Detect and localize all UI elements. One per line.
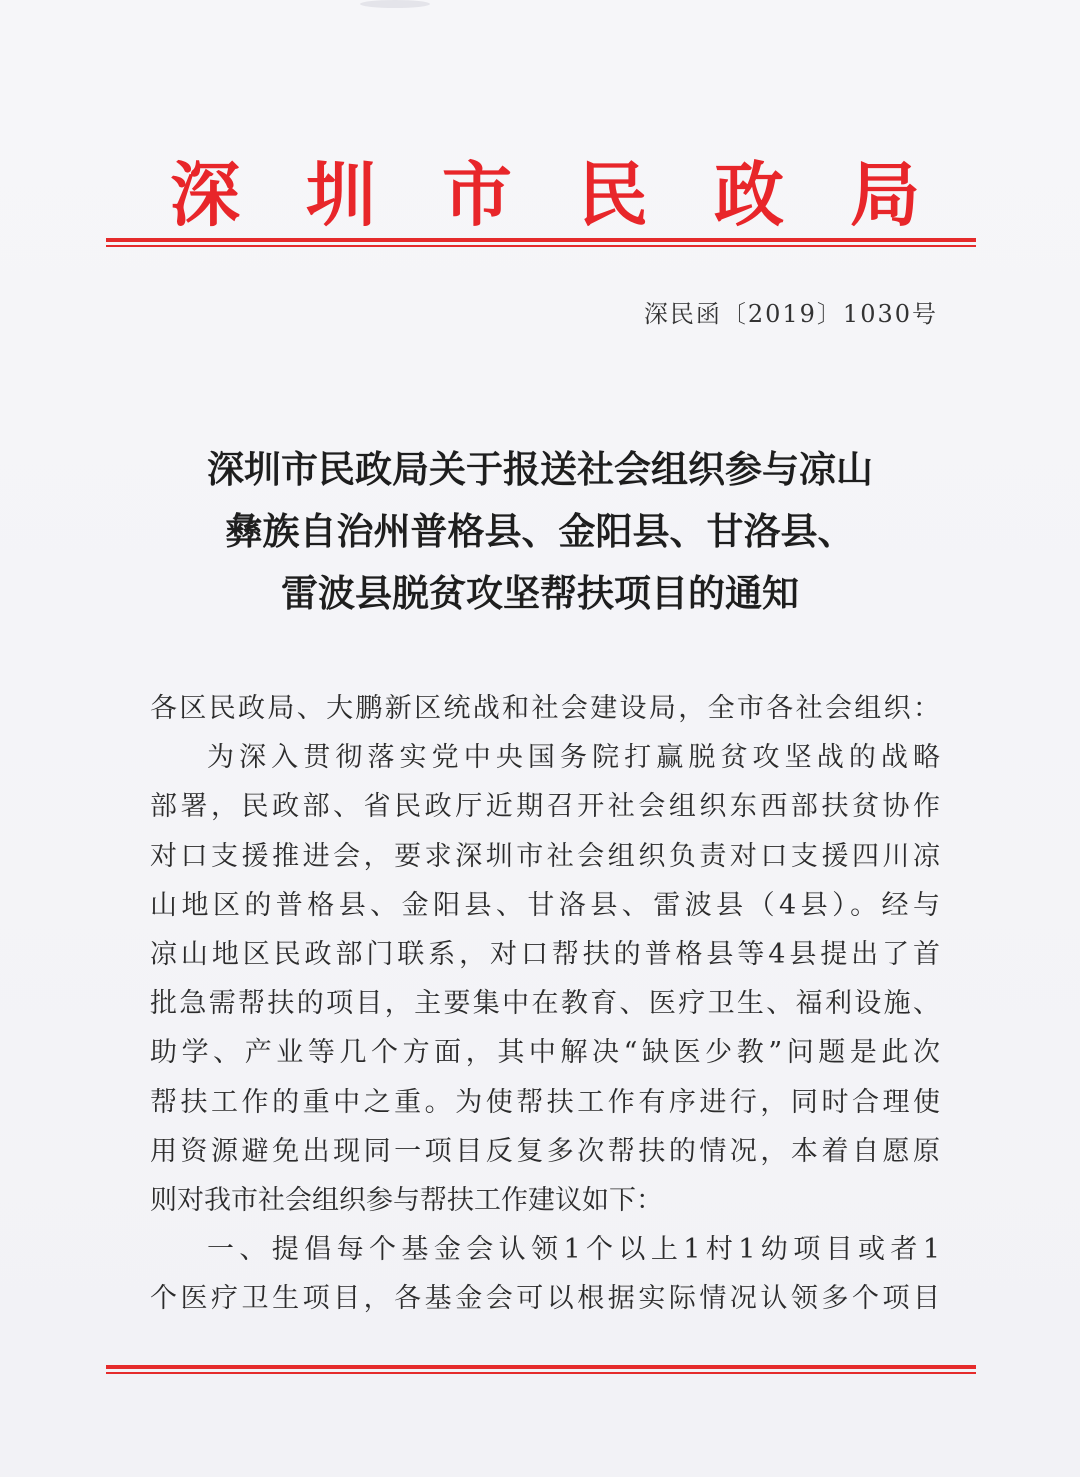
body-line: 个医疗卫生项目，各基金会可以根据实际情况认领多个项目 bbox=[150, 1283, 940, 1315]
letterhead-char: 市 bbox=[442, 153, 512, 236]
letterhead-char: 政 bbox=[714, 153, 784, 236]
agency-letterhead bbox=[170, 150, 920, 240]
header-rule-thick bbox=[106, 238, 976, 242]
header-rule-thin bbox=[106, 245, 976, 247]
body-line: 凉山地区民政部门联系，对口帮扶的普格县等4县提出了首 bbox=[150, 938, 940, 970]
title-line: 彝族自治州普格县、金阳县、甘洛县、 bbox=[225, 509, 855, 553]
body-line: 助学、产业等几个方面，其中解决“缺医少教”问题是此次 bbox=[150, 1037, 940, 1069]
body-line: 则对我市社会组织参与帮扶工作建议如下： bbox=[150, 1184, 663, 1216]
title-line: 雷波县脱贫攻坚帮扶项目的通知 bbox=[281, 571, 799, 615]
scan-smudge bbox=[360, 0, 430, 8]
body-line: 用资源避免出现同一项目反复多次帮扶的情况，本着自愿原 bbox=[150, 1135, 940, 1167]
body-line: 山地区的普格县、金阳县、甘洛县、雷波县（4县）。经与 bbox=[150, 889, 940, 921]
body-line: 为深入贯彻落实党中央国务院打赢脱贫攻坚战的战略 bbox=[207, 742, 940, 774]
document-body bbox=[150, 684, 940, 1323]
body-line: 帮扶工作的重中之重。为使帮扶工作有序进行，同时合理使 bbox=[150, 1086, 940, 1118]
footer-rule-thick bbox=[106, 1365, 976, 1369]
body-line: 一、提倡每个基金会认领1个以上1村1幼项目或者1 bbox=[207, 1234, 940, 1266]
salutation-line: 各区民政局、大鹏新区统战和社会建设局，全市各社会组织： bbox=[150, 693, 940, 724]
letterhead-char: 圳 bbox=[306, 153, 376, 236]
letterhead-char: 民 bbox=[578, 153, 648, 236]
letterhead-char: 深 bbox=[170, 153, 240, 236]
title-line: 深圳市民政局关于报送社会组织参与凉山 bbox=[207, 447, 873, 491]
document-number: 深民函〔2019〕1030号 bbox=[643, 300, 938, 328]
body-line: 批急需帮扶的项目，主要集中在教育、医疗卫生、福利设施、 bbox=[150, 988, 940, 1020]
body-line: 部署，民政部、省民政厅近期召开社会组织东西部扶贫协作 bbox=[150, 791, 940, 823]
footer-rule-thin bbox=[106, 1372, 976, 1374]
body-line: 对口支援推进会，要求深圳市社会组织负责对口支援四川凉 bbox=[150, 840, 940, 872]
letterhead-char: 局 bbox=[850, 153, 920, 236]
document-title bbox=[110, 438, 970, 624]
